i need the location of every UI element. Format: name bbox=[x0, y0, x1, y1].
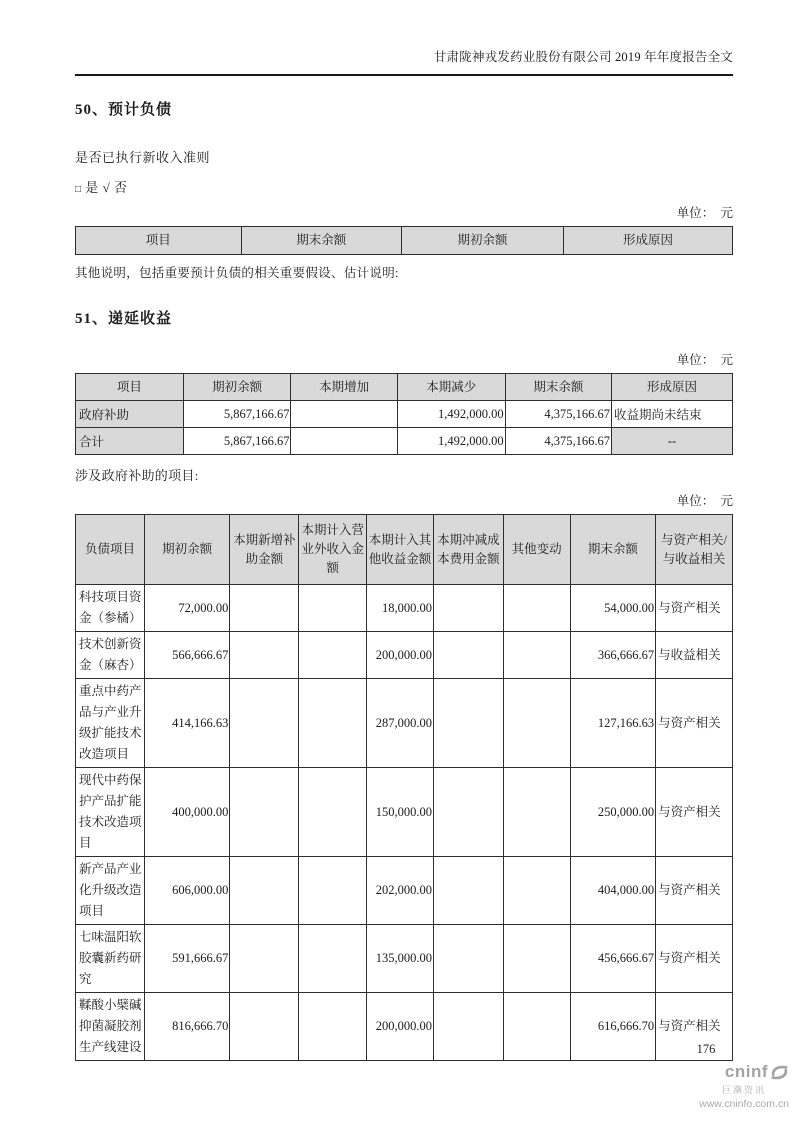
cninfo-logo-url: www.cninfo.com.cn bbox=[699, 1098, 789, 1110]
table-cell: 366,666.67 bbox=[570, 632, 655, 679]
table-cell: 135,000.00 bbox=[367, 925, 434, 993]
report-header-title: 甘肃陇神戎发药业股份有限公司 2019 年年度报告全文 bbox=[433, 50, 733, 64]
table-cell bbox=[230, 993, 299, 1061]
table-cell bbox=[503, 679, 570, 768]
table-header-row bbox=[76, 227, 733, 255]
table-cell: 4,375,166.67 bbox=[505, 401, 611, 428]
table-cell: 54,000.00 bbox=[570, 585, 655, 632]
table-cell bbox=[291, 401, 397, 428]
table-row bbox=[76, 768, 733, 857]
table-row bbox=[76, 428, 733, 455]
estimated-liabilities-table bbox=[75, 226, 733, 255]
table-cell bbox=[291, 428, 397, 455]
column-header: 本期新增补助金额 bbox=[230, 515, 299, 585]
table-row bbox=[76, 925, 733, 993]
table-cell bbox=[434, 993, 504, 1061]
table-cell: 技术创新资金（麻杏） bbox=[76, 632, 145, 679]
column-header: 本期增加 bbox=[291, 374, 397, 401]
table-cell: 与资产相关 bbox=[656, 585, 733, 632]
table-cell bbox=[503, 857, 570, 925]
column-header: 形成原因 bbox=[612, 374, 733, 401]
table-cell: 鞣酸小檗碱抑菌凝胶剂生产线建设 bbox=[76, 993, 145, 1061]
other-notes: 其他说明，包括重要预计负债的相关重要假设、估计说明: bbox=[75, 266, 399, 280]
table-cell: 与资产相关 bbox=[656, 679, 733, 768]
checkbox-square-icon: □ bbox=[75, 184, 82, 195]
table-cell: 456,666.67 bbox=[570, 925, 655, 993]
column-header: 项目 bbox=[76, 227, 242, 255]
table-cell: 七味温阳软胶囊新药研究 bbox=[76, 925, 145, 993]
column-header: 期初余额 bbox=[183, 374, 291, 401]
gov-grant-table bbox=[75, 514, 733, 1061]
cninfo-logo-text: cninf bbox=[724, 1062, 768, 1081]
column-header: 期初余额 bbox=[144, 515, 229, 585]
table-cell: 72,000.00 bbox=[144, 585, 229, 632]
table-cell: 与资产相关 bbox=[656, 993, 733, 1061]
deferred-income-table bbox=[75, 373, 733, 455]
table-cell bbox=[230, 585, 299, 632]
table-cell: 科技项目资金（参橘） bbox=[76, 585, 145, 632]
table-row bbox=[76, 993, 733, 1061]
table-cell: 18,000.00 bbox=[367, 585, 434, 632]
table-cell bbox=[230, 925, 299, 993]
option-yes-label: 是 bbox=[85, 180, 99, 195]
table-cell: 1,492,000.00 bbox=[397, 428, 505, 455]
table-cell bbox=[299, 857, 367, 925]
column-header: 本期冲减成本费用金额 bbox=[434, 515, 504, 585]
table-cell: 合计 bbox=[76, 428, 184, 455]
column-header: 本期减少 bbox=[397, 374, 505, 401]
table-cell bbox=[434, 925, 504, 993]
gov-grant-projects-label: 涉及政府补助的项目: bbox=[75, 468, 199, 483]
cninfo-swirl-icon bbox=[770, 1063, 789, 1082]
table-cell: 新产品产业化升级改造项目 bbox=[76, 857, 145, 925]
table-cell: 127,166.63 bbox=[570, 679, 655, 768]
column-header: 与资产相关/与收益相关 bbox=[656, 515, 733, 585]
table-cell: 816,666.70 bbox=[144, 993, 229, 1061]
unit-label: 单位： 元 bbox=[676, 494, 733, 508]
table-row bbox=[76, 679, 733, 768]
table-cell: 250,000.00 bbox=[570, 768, 655, 857]
unit-label: 单位： 元 bbox=[676, 206, 733, 220]
table-cell: 616,666.70 bbox=[570, 993, 655, 1061]
table-cell: 400,000.00 bbox=[144, 768, 229, 857]
table-cell bbox=[230, 857, 299, 925]
table-cell: 与收益相关 bbox=[656, 632, 733, 679]
column-header: 形成原因 bbox=[564, 227, 733, 255]
table-cell: 收益期尚未结束 bbox=[612, 401, 733, 428]
table-cell: 566,666.67 bbox=[144, 632, 229, 679]
table-row bbox=[76, 585, 733, 632]
table-cell bbox=[503, 632, 570, 679]
table-cell bbox=[299, 632, 367, 679]
table-cell bbox=[299, 679, 367, 768]
table-cell: 150,000.00 bbox=[367, 768, 434, 857]
column-header: 期末余额 bbox=[505, 374, 611, 401]
table-cell: 与资产相关 bbox=[656, 768, 733, 857]
table-header-row bbox=[76, 515, 733, 585]
table-cell: 4,375,166.67 bbox=[505, 428, 611, 455]
table-cell bbox=[299, 585, 367, 632]
cninfo-logo bbox=[699, 1062, 789, 1110]
table-cell bbox=[503, 585, 570, 632]
table-cell: 202,000.00 bbox=[367, 857, 434, 925]
table-cell: 现代中药保护产品扩能技术改造项目 bbox=[76, 768, 145, 857]
page-number: 176 bbox=[696, 1042, 716, 1056]
table-cell bbox=[230, 632, 299, 679]
table-cell: 200,000.00 bbox=[367, 632, 434, 679]
section-51-heading: 51、递延收益 bbox=[75, 311, 173, 327]
column-header: 本期计入其他收益金额 bbox=[367, 515, 434, 585]
column-header: 本期计入营业外收入金额 bbox=[299, 515, 367, 585]
table-cell: -- bbox=[612, 428, 733, 455]
table-row bbox=[76, 857, 733, 925]
table-row bbox=[76, 632, 733, 679]
table-cell bbox=[503, 768, 570, 857]
option-no-label: 否 bbox=[113, 180, 128, 195]
checkmark-icon: √ bbox=[102, 180, 111, 195]
section-50-heading: 50、预计负债 bbox=[75, 102, 173, 118]
table-cell: 重点中药产品与产业升级扩能技术改造项目 bbox=[76, 679, 145, 768]
table-cell bbox=[434, 632, 504, 679]
table-cell: 591,666.67 bbox=[144, 925, 229, 993]
table-cell: 404,000.00 bbox=[570, 857, 655, 925]
table-cell: 与资产相关 bbox=[656, 925, 733, 993]
table-cell bbox=[230, 679, 299, 768]
column-header: 项目 bbox=[76, 374, 184, 401]
cninfo-logo-row bbox=[699, 1062, 789, 1082]
table-header-row bbox=[76, 374, 733, 401]
table-cell bbox=[299, 925, 367, 993]
header-rule bbox=[75, 74, 733, 76]
table-cell: 5,867,166.67 bbox=[183, 428, 291, 455]
table-cell bbox=[434, 679, 504, 768]
column-header: 期末余额 bbox=[570, 515, 655, 585]
table-cell bbox=[503, 993, 570, 1061]
yes-no-option-line bbox=[75, 177, 733, 196]
table-cell: 与资产相关 bbox=[656, 857, 733, 925]
table-cell bbox=[434, 857, 504, 925]
table-cell bbox=[230, 768, 299, 857]
column-header: 期初余额 bbox=[401, 227, 563, 255]
column-header: 期末余额 bbox=[241, 227, 401, 255]
new-revenue-standard-question: 是否已执行新收入准则 bbox=[75, 150, 211, 165]
table-cell bbox=[503, 925, 570, 993]
column-header: 负债项目 bbox=[76, 515, 145, 585]
cninfo-logo-subtext: 巨潮资讯 bbox=[721, 1085, 766, 1095]
table-cell: 414,166.63 bbox=[144, 679, 229, 768]
table-cell: 5,867,166.67 bbox=[183, 401, 291, 428]
table-cell bbox=[299, 993, 367, 1061]
table-cell: 1,492,000.00 bbox=[397, 401, 505, 428]
table-cell: 200,000.00 bbox=[367, 993, 434, 1061]
table-cell bbox=[434, 585, 504, 632]
table-row bbox=[76, 401, 733, 428]
unit-label: 单位： 元 bbox=[676, 353, 733, 367]
table-cell: 287,000.00 bbox=[367, 679, 434, 768]
table-cell: 606,000.00 bbox=[144, 857, 229, 925]
table-cell bbox=[434, 768, 504, 857]
table-cell bbox=[299, 768, 367, 857]
column-header: 其他变动 bbox=[503, 515, 570, 585]
table-cell: 政府补助 bbox=[76, 401, 184, 428]
